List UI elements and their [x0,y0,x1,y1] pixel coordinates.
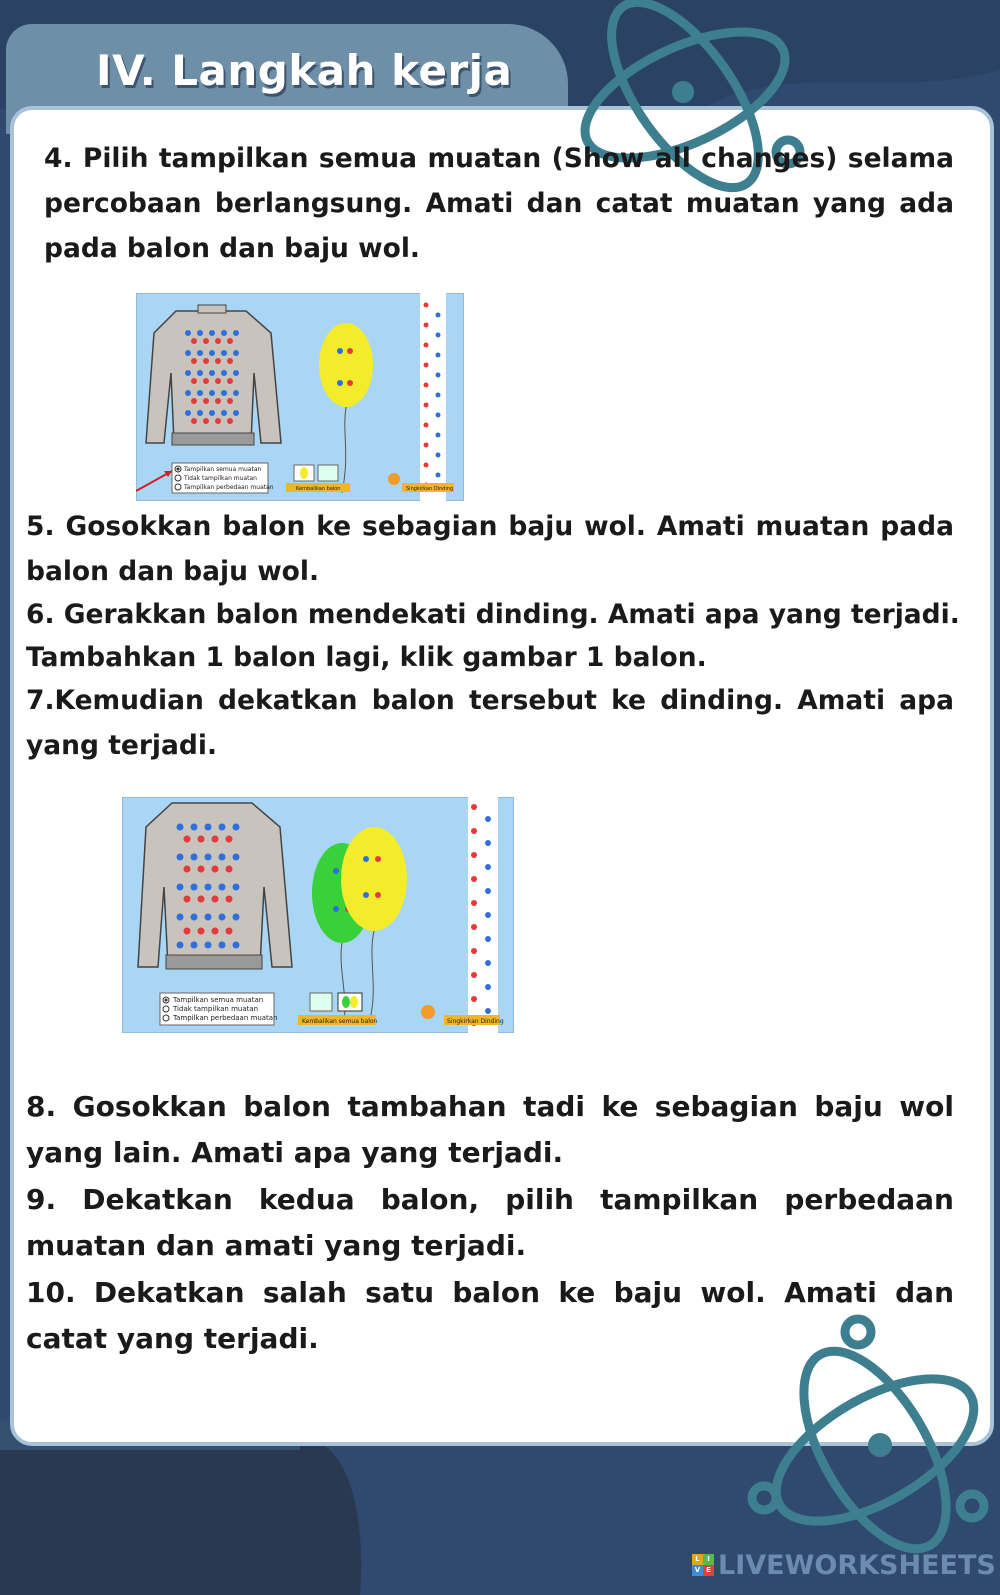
page-title: IV. Langkah kerja [96,46,513,95]
sim1-option-1: Tampilkan semua muatan [184,466,262,473]
liveworksheets-brand [692,1548,996,1582]
step-8-text: 8. Gosokkan balon tambahan tadi ke sebagian baju wol yang lain. Amati apa yang terjadi. [26,1090,954,1169]
sim2-option-1: Tampilkan semua muatan [173,996,264,1004]
step-7-text: 7.Kemudian dekatkan balon tersebut ke dinding. Amati apa yang terjadi. [26,685,954,761]
simulation-image-1 [136,293,464,501]
wall [468,797,498,1033]
sim2-wall-button: Singkirkan Dinding [447,1018,504,1025]
step-6-extra-text: Tambahkan 1 balon lagi, klik gambar 1 balon. [26,642,707,673]
sim2-option-2: Tidak tampilkan muatan [173,1005,259,1013]
liveworksheets-logo-icon: L I V E [692,1554,714,1576]
step-6-text: 6. Gerakkan balon mendekati dinding. Amati apa yang terjadi. [26,599,960,630]
step-9-text: 9. Dekatkan kedua balon, pilih tampilkan perbedaan muatan dan amati yang terjadi. [26,1183,954,1262]
step-4-text: 4. Pilih tampilkan semua muatan (Show all changes) selama percobaan berlangsung. Amati dan catat muatan yang ada pada balon dan baju wol. [44,143,954,264]
sim1-option-2: Tidak tampilkan muatan [184,475,257,482]
step-5-text: 5. Gosokkan balon ke sebagian baju wol. Amati muatan pada balon dan baju wol. [26,511,954,587]
simulation-image-2 [122,797,514,1033]
sim2-reset-button: Kembalikan semua balon [302,1018,378,1025]
brand-text: LIVEWORKSHEETS [718,1549,996,1581]
sim2-option-3: Tampilkan perbedaan muatan [173,1014,278,1022]
sim1-wall-button: Singkirkan Dinding [406,486,454,492]
wall [420,293,446,501]
sim1-reset-button: Kembalikan balon [296,486,341,492]
step-10-text: 10. Dekatkan salah satu balon ke baju wol. Amati dan catat yang terjadi. [26,1276,954,1355]
sim1-option-3: Tampilkan perbedaan muatan [184,484,274,491]
